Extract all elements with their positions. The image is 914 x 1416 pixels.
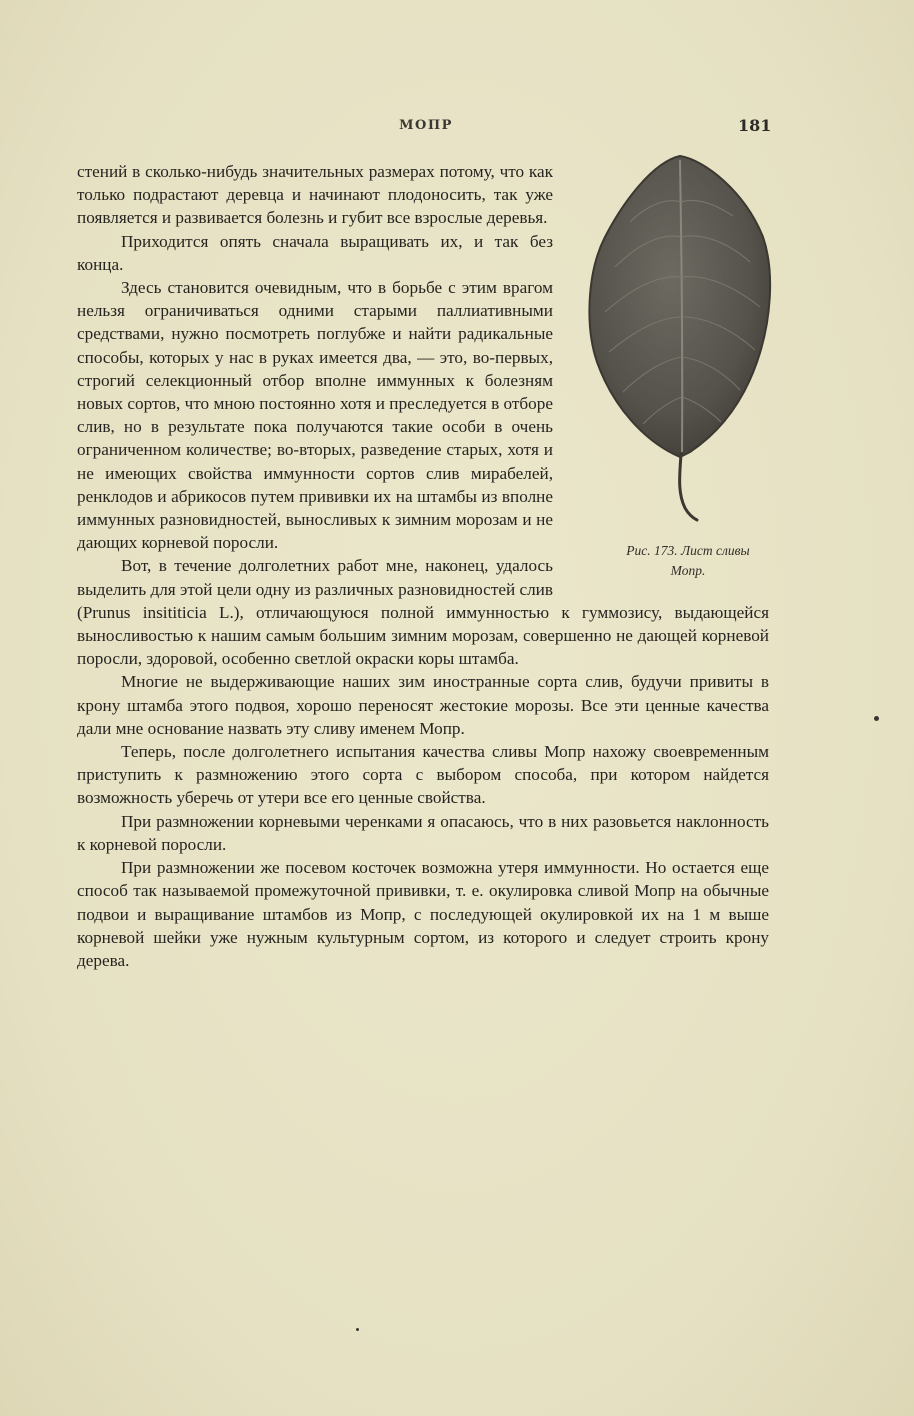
paragraph: Вот, в течение долголетних работ мне, наконец, удалось выделить для этой цели одну из различных разновидностей слив (Prunus insititicia L.), отличающуюся полной иммунностью к гуммозису, выдающейся выносливостью к нашим самым большим зимним морозам, совершенно не дающей корневой поросли, здоровой, особенно светлой окраски коры штамба. [77,556,769,669]
paragraph: стений в сколько-нибудь значительных размерах потому, что как только подрастают деревца и начинают плодоносить, так уже появляется и развивается болезнь и губит все взрослые деревья. [77,162,553,228]
ink-speck [356,1328,359,1331]
figure-caption-line2: Мопр. [670,563,706,578]
figure-caption-line1: Рис. 173. Лист сливы [626,543,750,558]
page-number: 181 [738,116,772,135]
paragraph: Приходится опять сначала выращивать их, и так без конца. [77,231,553,274]
ink-speck [874,716,879,721]
paragraph: Здесь становится очевидным, что в борьбе с этим врагом нельзя ограничиваться одними старыми паллиативными средствами, нужно посмотреть поглубже и найти радикальные способы, которых у нас в руках имеется два, — это, во-первых, строгий селекционный отбор вполне иммунных к болезням новых сортов, что мною постоянно хотя и преследуется в отборе слив, но в результате пока получаются такие особи в очень ограниченном количестве; во-вторых, разведение старых, хотя и не имеющих свойства иммунности сортов слив мирабелей, ренклодов и абрикосов путем прививки их на штамбы из вполне иммунных разновидностей, выносливых к зимним морозам и не дающих корневой поросли. [77,278,553,553]
body-text [77,160,769,972]
paragraph: Многие не выдерживающие наших зим иностранные сорта слив, будучи привиты в крону штамба этого подвоя, хорошо переносят жестокие морозы. Все эти ценные качества дали мне основание назвать эту сливу именем Мопр. [77,672,769,738]
paragraph: Теперь, после долголетнего испытания качества сливы Мопр нахожу своевременным приступить к размножению этого сорта с выбором способа, при котором найдется возможность уберечь от утери все его ценные свойства. [77,742,769,808]
paragraph: При размножении же посевом косточек возможна утеря иммунности. Но остается еще способ так называемой промежуточной прививки, т. е. окулировка сливой Мопр на обычные подвои и выращивание штамбов из Мопр, с последующей окулировкой их на 1 м выше корневой шейки уже нужным культурным сортом, из которого и следует строить крону дерева. [77,858,769,970]
paragraph: При размножении корневыми черенками я опасаюсь, что в них разовьется наклонность к корневой поросли. [77,811,769,854]
figure-space [569,156,769,592]
running-header: МОПР [399,118,453,133]
